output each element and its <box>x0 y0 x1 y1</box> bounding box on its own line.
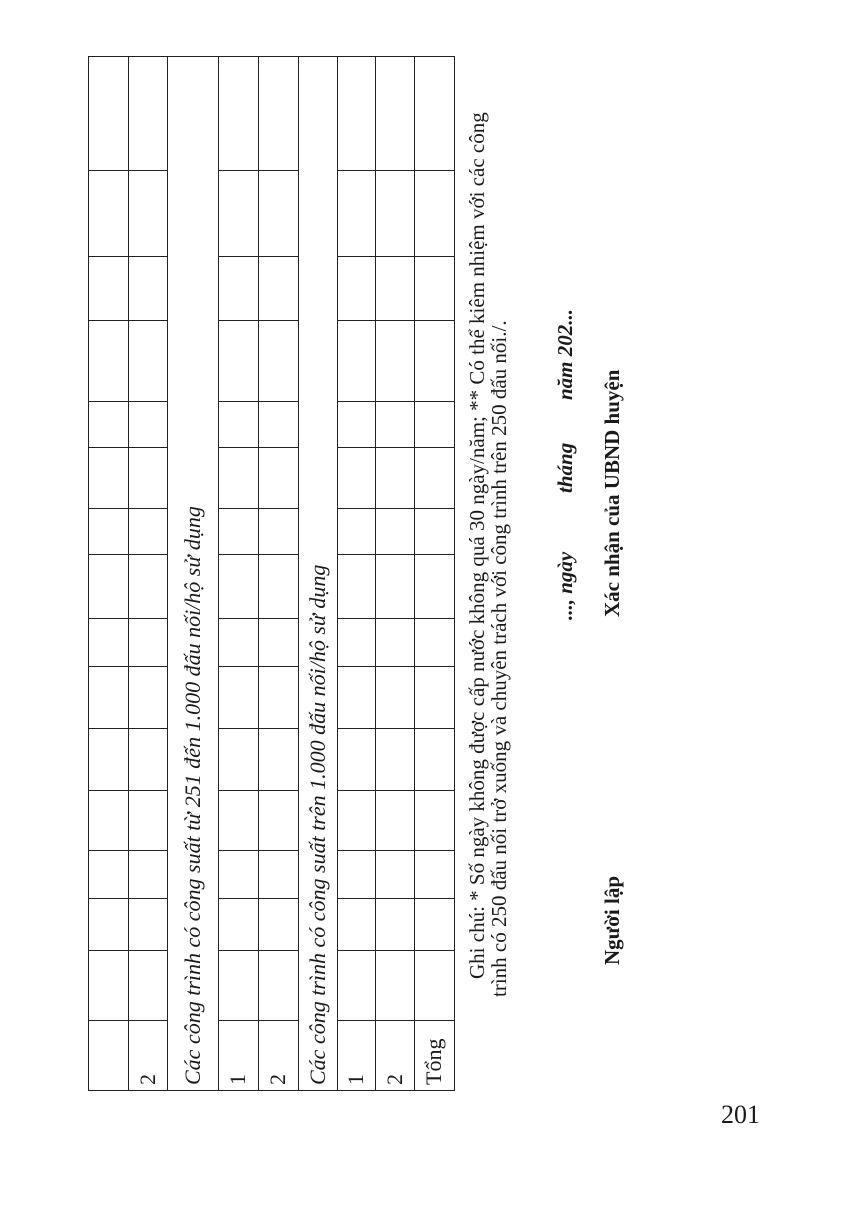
table-col-rule <box>128 320 167 321</box>
table-col-rule <box>375 401 414 402</box>
table-col-rule <box>414 1020 454 1021</box>
date-year: năm 202... <box>553 308 577 400</box>
table-col-rule <box>337 256 375 257</box>
table-col-rule <box>218 554 258 555</box>
table-col-rule <box>258 850 298 851</box>
page-number: 201 <box>721 1100 760 1129</box>
table-col-rule <box>88 554 128 555</box>
table-col-rule <box>258 508 298 509</box>
table-border-right <box>88 56 454 57</box>
table-row-label: 2 <box>381 1074 407 1085</box>
table-col-rule <box>88 666 128 667</box>
table-col-rule <box>337 728 375 729</box>
table-col-rule <box>218 320 258 321</box>
table-col-rule <box>375 850 414 851</box>
table-col-rule <box>337 850 375 851</box>
table-col-rule <box>88 850 128 851</box>
table-col-rule <box>258 1020 298 1021</box>
table-col-rule <box>218 666 258 667</box>
table-col-rule <box>375 320 414 321</box>
table-col-rule <box>218 170 258 171</box>
table-col-rule <box>414 508 454 509</box>
table-col-rule <box>88 950 128 951</box>
table-col-rule <box>88 256 128 257</box>
table-col-rule <box>337 170 375 171</box>
table-col-rule <box>375 790 414 791</box>
table-row-label: 2 <box>134 1074 160 1085</box>
table-col-rule <box>258 728 298 729</box>
table-col-rule <box>258 401 298 402</box>
table-col-rule <box>218 790 258 791</box>
table-col-rule <box>88 170 128 171</box>
table-col-rule <box>414 950 454 951</box>
table-rule-6 <box>337 56 338 1091</box>
table-col-rule <box>375 898 414 899</box>
table-col-rule <box>337 320 375 321</box>
table-row-label: 1 <box>225 1074 250 1085</box>
table-col-rule <box>337 950 375 951</box>
table-col-rule <box>218 728 258 729</box>
table-rule-4 <box>258 56 259 1091</box>
table-col-rule <box>375 508 414 509</box>
table-col-rule <box>128 447 167 448</box>
district-confirmation-label: Xác nhận của UBND huyện <box>600 369 624 617</box>
table-col-rule <box>128 666 167 667</box>
table-col-rule <box>218 508 258 509</box>
date-day: ..., ngày <box>553 551 577 620</box>
table-col-rule <box>128 790 167 791</box>
table-col-rule <box>258 666 298 667</box>
table-col-rule <box>218 256 258 257</box>
table-col-rule <box>375 666 414 667</box>
table-col-rule <box>258 790 298 791</box>
table-col-rule <box>258 950 298 951</box>
table-col-rule <box>375 447 414 448</box>
table-rule-8 <box>414 56 415 1091</box>
table-col-rule <box>128 1020 167 1021</box>
table-col-rule <box>218 1020 258 1021</box>
table-col-rule <box>88 508 128 509</box>
table-col-rule <box>88 618 128 619</box>
table-col-rule <box>258 447 298 448</box>
table-col-rule <box>414 170 454 171</box>
table-rule-9 <box>454 56 455 1091</box>
table-rule-7 <box>375 56 376 1091</box>
preparer-signature-label: Người lập <box>600 876 624 965</box>
table-col-rule <box>128 508 167 509</box>
table-section-heading: Các công trình có công suất trên 1.000 đấu nối/hộ sử dụng <box>304 564 330 1085</box>
table-col-rule <box>128 401 167 402</box>
table-col-rule <box>414 790 454 791</box>
table-rule-1 <box>128 56 129 1091</box>
table-col-rule <box>218 447 258 448</box>
table-col-rule <box>88 790 128 791</box>
table-col-rule <box>414 256 454 257</box>
table-col-rule <box>258 554 298 555</box>
table-col-rule <box>337 666 375 667</box>
table-col-rule <box>128 898 167 899</box>
table-col-rule <box>88 447 128 448</box>
table-col-rule <box>128 618 167 619</box>
table-col-rule <box>375 950 414 951</box>
table-col-rule <box>414 447 454 448</box>
table-col-rule <box>258 320 298 321</box>
table-col-rule <box>337 1020 375 1021</box>
table-col-rule <box>88 320 128 321</box>
table-col-rule <box>375 728 414 729</box>
table-col-rule <box>375 554 414 555</box>
table-col-rule <box>414 728 454 729</box>
table-col-rule <box>128 256 167 257</box>
table-col-rule <box>337 508 375 509</box>
table-col-rule <box>337 618 375 619</box>
date-month: tháng <box>553 442 577 493</box>
table-col-rule <box>128 554 167 555</box>
table-col-rule <box>414 401 454 402</box>
report-table <box>88 56 454 1091</box>
table-col-rule <box>128 850 167 851</box>
table-col-rule <box>258 256 298 257</box>
table-rule-0 <box>88 56 89 1091</box>
table-col-rule <box>375 170 414 171</box>
table-col-rule <box>337 554 375 555</box>
table-col-rule <box>218 950 258 951</box>
table-section-heading: Các công trình có công suất từ 251 đến 1.000 đấu nối/hộ sử dụng <box>179 506 205 1085</box>
table-col-rule <box>375 1020 414 1021</box>
table-col-rule <box>258 618 298 619</box>
table-col-rule <box>337 401 375 402</box>
table-col-rule <box>337 790 375 791</box>
table-col-rule <box>88 1020 128 1021</box>
table-col-rule <box>128 950 167 951</box>
table-rule-3 <box>218 56 219 1091</box>
table-col-rule <box>218 850 258 851</box>
table-border-left <box>88 1090 454 1091</box>
table-col-rule <box>414 554 454 555</box>
table-col-rule <box>258 898 298 899</box>
table-col-rule <box>337 447 375 448</box>
table-col-rule <box>88 898 128 899</box>
table-col-rule <box>414 666 454 667</box>
table-col-rule <box>128 728 167 729</box>
table-col-rule <box>218 898 258 899</box>
table-col-rule <box>414 320 454 321</box>
footnote: Ghi chú: * Số ngày không được cấp nước không quá 30 ngày/năm; ** Có thể kiêm nhiệm với các công trình có 250 đấu nối trở xuống và chuyên trách với công trình trên 250 đấu nối./. <box>465 112 511 997</box>
table-row-label: 2 <box>265 1074 290 1085</box>
table-col-rule <box>128 170 167 171</box>
table-col-rule <box>88 728 128 729</box>
table-col-rule <box>218 401 258 402</box>
table-col-rule <box>337 898 375 899</box>
table-col-rule <box>414 898 454 899</box>
table-row-label: 1 <box>343 1074 368 1085</box>
table-col-rule <box>375 618 414 619</box>
table-row-label: Tổng <box>421 1038 446 1085</box>
table-col-rule <box>375 256 414 257</box>
table-col-rule <box>414 850 454 851</box>
table-col-rule <box>258 170 298 171</box>
table-col-rule <box>88 401 128 402</box>
table-col-rule <box>218 618 258 619</box>
table-col-rule <box>414 618 454 619</box>
